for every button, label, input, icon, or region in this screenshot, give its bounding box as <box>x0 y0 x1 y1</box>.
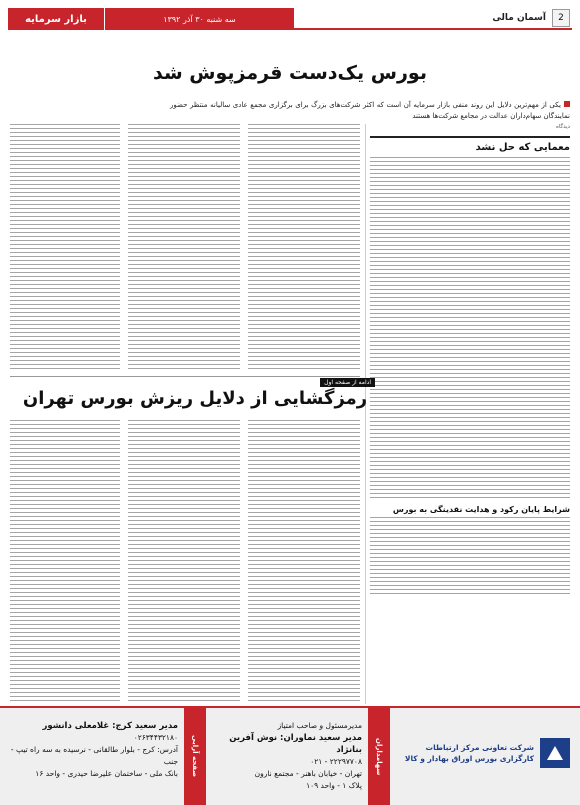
sidebar-body-2 <box>370 517 570 597</box>
sidebar-body <box>370 157 570 499</box>
article1-text-2 <box>128 124 240 372</box>
publisher-address: تهران - خیابان باهنر - مجتمع نارون <box>254 769 362 778</box>
sidebar-text <box>370 157 570 499</box>
sidebar-subtitle: شرایط پایان رکود و هدایت نقدینگی به بورس <box>392 505 570 514</box>
article1-lead-text: یکی از مهم‌ترین دلایل این روند منفی بازار سرمایه آن است که اکثر شرکت‌های بزرگ برای برگزاری مجمع عادی سالیانه منتظر حضور نمایندگان سهام‌داران عدالت در مجامع شرکت‌ها هستند <box>170 101 570 120</box>
publisher-logo-block <box>395 718 570 788</box>
article1-text-1 <box>248 124 360 372</box>
article2-tag: ادامه از صفحه اول <box>320 378 375 387</box>
publisher-org <box>405 742 534 764</box>
vertical-label-2: صفحه آرایی <box>184 708 206 805</box>
article1-column-1 <box>248 124 360 372</box>
vertical-label-1: سهامداران <box>368 708 390 805</box>
page-number: 2 <box>552 9 570 27</box>
editor-title: مدیر سعید کرج: غلامعلی دانشور <box>42 721 178 731</box>
publisher-address-2: پلاک ۱ - واحد ۱۰۹ <box>306 781 362 790</box>
article2-text-2 <box>128 420 240 702</box>
sidebar-column <box>370 124 570 582</box>
article2-text-1 <box>248 420 360 702</box>
article1-column-2 <box>128 124 240 372</box>
issue-date: سه شنبه ۳۰ آذر ۱۳۹۲ <box>104 8 294 30</box>
sidebar-title: معمایی که حل نشد <box>370 136 570 153</box>
logo-icon <box>540 738 570 768</box>
sidebar-label: دیدگاه <box>555 124 570 130</box>
sidebar-text-2 <box>370 517 570 597</box>
article2-column-2 <box>128 420 240 702</box>
article1-lead <box>170 100 570 122</box>
publisher-block <box>212 720 362 792</box>
editor-address-2: بانک ملی - ساختمان علیرضا حیدری - واحد ۱۶ <box>35 769 178 778</box>
publisher-title: مدیرمسئول و صاحب امتیاز <box>277 721 362 730</box>
page-footer <box>0 706 580 805</box>
article1-text-3 <box>10 124 120 372</box>
page-header <box>8 8 572 30</box>
publisher-phone: ۲۲۲۹۷۷۰۸ - ۰۲۱ <box>310 757 362 766</box>
article-divider <box>10 376 360 377</box>
editor-address: آدرس: کرج - بلوار طالقانی - نرسیده به سه راه تیپ - جنب <box>10 745 178 766</box>
editor-block <box>8 720 178 780</box>
org-line-1: شرکت تعاونی مرکز ارتباطات <box>425 743 534 752</box>
column-divider <box>365 124 366 704</box>
editor-phone: ۰۲۶۳۴۴۳۲۱۸۰ <box>133 733 178 742</box>
section-label: بازار سرمایه <box>8 8 104 30</box>
org-line-2: کارگزاری بورس اوراق بهادار و کالا <box>404 754 534 763</box>
article2-headline: رمزگشایی از دلایل ریزش بورس تهران <box>22 388 368 409</box>
article1-column-3 <box>10 124 120 372</box>
paper-name: آسمان مالی <box>492 13 546 23</box>
publisher-name: مدیر سعید نماوران: نوش آفرین بنانژاد <box>229 733 362 755</box>
article1-headline: بورس یک‌دست قرمزپوش شد <box>153 62 427 84</box>
article2-column-1 <box>248 420 360 702</box>
article2-column-3 <box>10 420 120 702</box>
article2-text-3 <box>10 420 120 702</box>
bullet-square-icon <box>564 101 570 107</box>
header-rule <box>294 8 572 30</box>
